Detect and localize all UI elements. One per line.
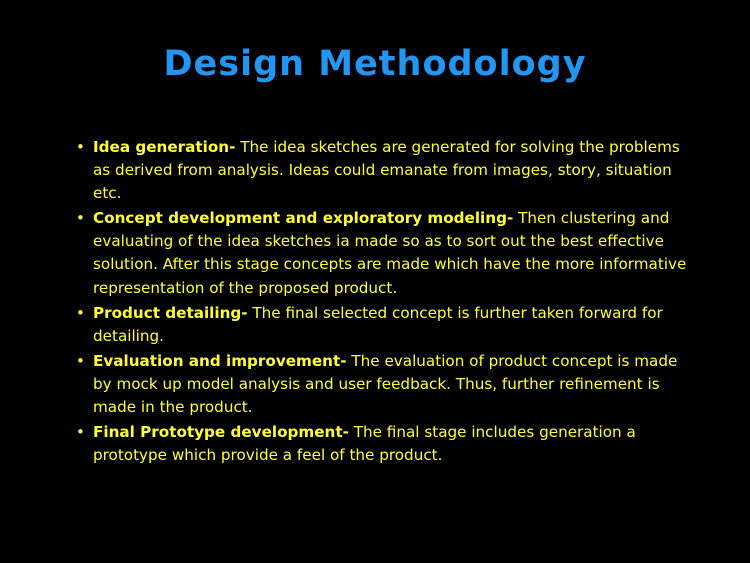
bullet-list bbox=[76, 136, 690, 469]
list-item-body: The final selected concept is further taken forward for detailing. bbox=[93, 303, 663, 345]
list-item-lead: Product detailing- bbox=[93, 303, 248, 322]
list-item-lead: Evaluation and improvement- bbox=[93, 351, 347, 370]
list-item bbox=[76, 302, 690, 348]
list-item-lead: Idea generation- bbox=[93, 138, 236, 156]
list-item-body: Then clustering and evaluating of the idea sketches ia made so as to sort out the best effective solution. After this stage concepts are made which have the more informative representation of the proposed product. bbox=[93, 209, 687, 297]
list-item-text bbox=[93, 136, 690, 205]
list-item-text bbox=[93, 350, 690, 419]
list-item-body: The evaluation of product concept is made by mock up model analysis and user feedback. Thus, further refinement is made in the product. bbox=[93, 351, 678, 417]
bullet-marker-icon: • bbox=[76, 138, 85, 156]
bullet-marker-icon: • bbox=[76, 423, 85, 442]
bullet-marker-icon: • bbox=[76, 351, 85, 370]
list-item-text bbox=[93, 207, 690, 299]
list-item-body: The final stage includes generation a prototype which provide a feel of the product. bbox=[93, 423, 636, 465]
list-item-body: The idea sketches are generated for solving the problems as derived from analysis. Ideas could emanate from images, story, situation etc. bbox=[93, 138, 680, 203]
list-item-lead: Final Prototype development- bbox=[93, 423, 349, 442]
list-item-lead: Concept development and exploratory modeling- bbox=[93, 209, 514, 228]
bullet-marker-icon: • bbox=[76, 209, 85, 228]
bullet-marker-icon: • bbox=[76, 303, 85, 322]
list-item-text bbox=[93, 302, 690, 348]
list-item bbox=[76, 350, 690, 419]
list-item bbox=[76, 421, 690, 467]
page-title: Design Methodology bbox=[163, 44, 587, 84]
list-item bbox=[76, 207, 690, 299]
list-item bbox=[76, 136, 690, 205]
list-item-text bbox=[93, 421, 690, 467]
